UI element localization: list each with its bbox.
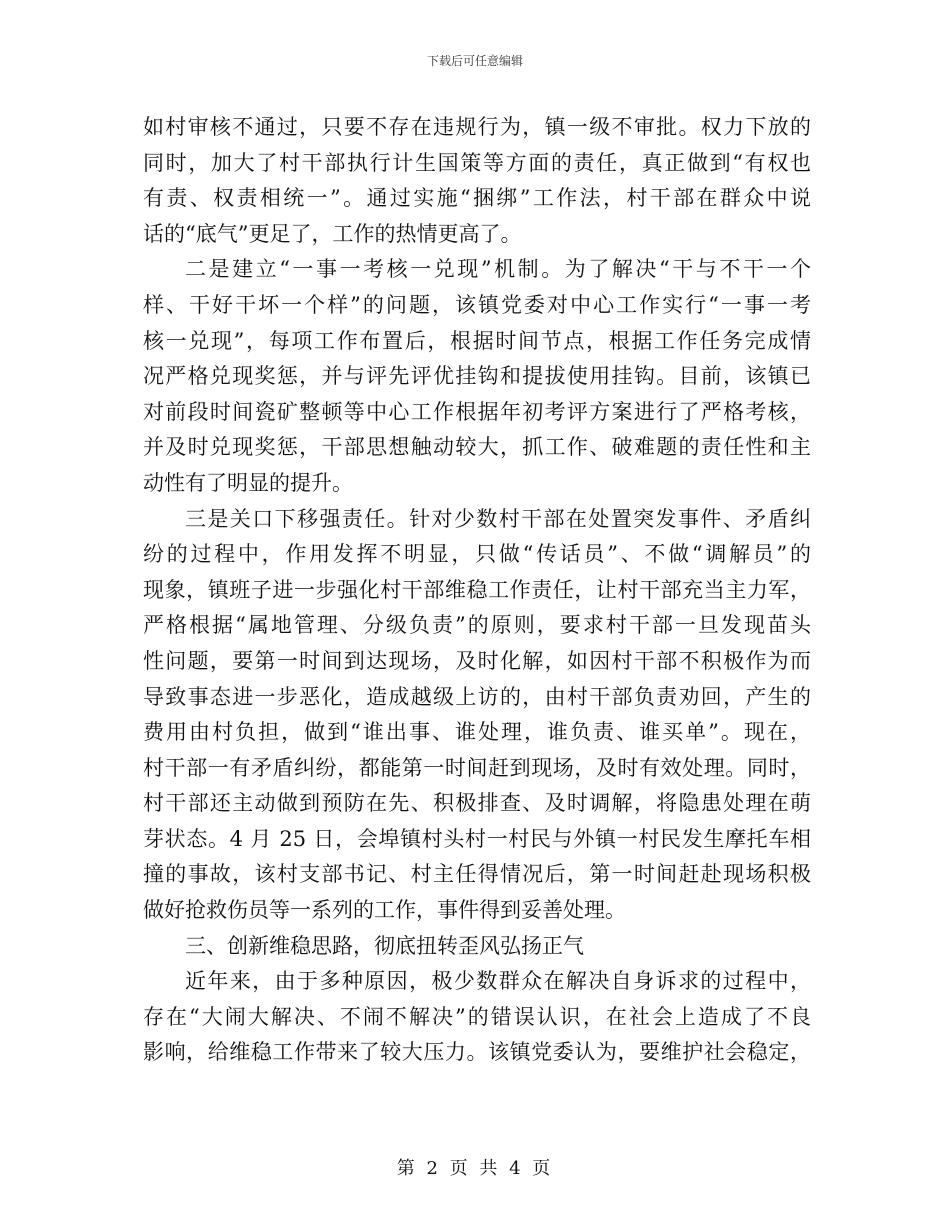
- text-line: 性问题，要第一时间到达现场，及时化解，如因村干部不积极作为而: [143, 648, 811, 673]
- text-line: 同时，加大了村干部执行计生国策等方面的责任，真正做到“有权也: [143, 150, 811, 175]
- text-line: 撞的事故，该村支部书记、村主任得情况后，第一时间赶赴现场积极: [143, 862, 811, 887]
- text-line: 村干部一有矛盾纠纷，都能第一时间赶到现场，及时有效处理。同时，: [143, 755, 811, 780]
- text-line: 做好抢救伤员等一系列的工作，事件得到妥善处理。: [143, 898, 626, 923]
- page-header: 下载后可任意编辑: [426, 54, 523, 68]
- text-line: 有责、权责相统一”。通过实施“捆绑”工作法，村干部在群众中说: [143, 186, 811, 211]
- text-line: 严格根据“属地管理、分级负责”的原则，要求村干部一旦发现苗头: [143, 613, 811, 638]
- text-line: 三是关口下移强责任。针对少数村干部在处置突发事件、矛盾纠: [185, 506, 811, 531]
- text-line: 况严格兑现奖惩，并与评先评优挂钩和提拔使用挂钩。目前，该镇已: [143, 364, 811, 389]
- text-line: 近年来，由于多种原因，极少数群众在解决自身诉求的过程中，: [185, 969, 811, 994]
- text-line: 现象，镇班子进一步强化村干部维稳工作责任，让村干部充当主力军，: [143, 577, 811, 602]
- text-line: 影响，给维稳工作带来了较大压力。该镇党委认为，要维护社会稳定，: [143, 1040, 811, 1065]
- text-line: 动性有了明显的提升。: [143, 470, 353, 495]
- text-line: 核一兑现”，每项工作布置后，根据时间节点，根据工作任务完成情: [143, 328, 811, 353]
- text-line: 对前段时间瓷矿整顿等中心工作根据年初考评方案进行了严格考核，: [143, 399, 811, 424]
- text-line: 如村审核不通过，只要不存在违规行为，镇一级不审批。权力下放的: [143, 115, 811, 139]
- text-line: 纷的过程中，作用发挥不明显，只做“传话员”、不做“调解员”的: [143, 542, 811, 567]
- text-line: 村干部还主动做到预防在先、积极排查、及时调解，将隐患处理在萌: [143, 791, 811, 816]
- text-line: 样、干好干坏一个样”的问题，该镇党委对中心工作实行“一事一考: [143, 292, 811, 317]
- text-line: 芽状态。4 月 25 日，会埠镇村头村一村民与外镇一村民发生摩托车相: [143, 826, 811, 851]
- text-line: 话的“底气”更足了，工作的热情更高了。: [143, 221, 522, 246]
- text-line: 并及时兑现奖惩，干部思想触动较大，抓工作、破难题的责任性和主: [143, 435, 811, 460]
- page-number-footer: 第 2 页 共 4 页: [396, 1158, 554, 1179]
- text-line: 存在“大闹大解决、不闹不解决”的错误认识，在社会上造成了不良: [143, 1004, 811, 1029]
- text-line: 费用由村负担，做到“谁出事、谁处理，谁负责、谁买单”。现在，: [143, 720, 811, 745]
- text-line: 二是建立“一事一考核一兑现”机制。为了解决“干与不干一个: [185, 257, 811, 282]
- document-body: [143, 110, 811, 1071]
- text-line: 三、创新维稳思路，彻底扭转歪风弘扬正气: [185, 933, 584, 958]
- text-line: 导致事态进一步恶化，造成越级上访的，由村干部负责劝回，产生的: [143, 684, 811, 709]
